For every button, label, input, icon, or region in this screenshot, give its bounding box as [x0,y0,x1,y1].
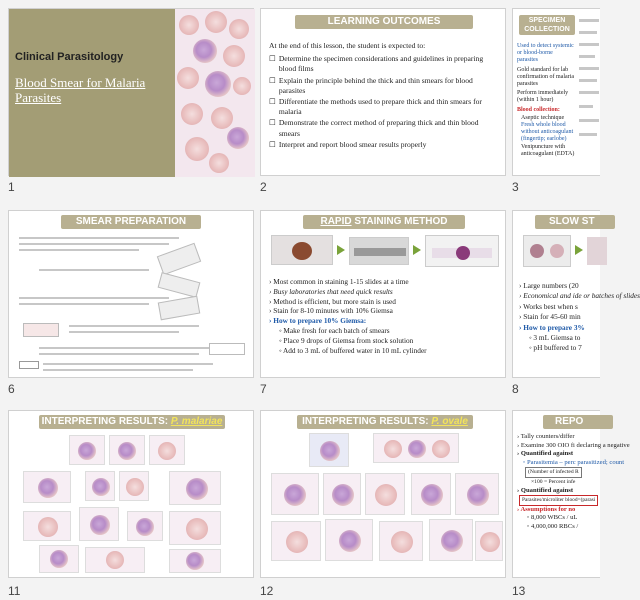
slide-banner: SPECIMEN COLLECTION [519,15,575,35]
slide-thumbnail-6[interactable] [8,210,254,378]
slide-banner: SMEAR PREPARATION [61,215,201,229]
slide-body: › Tally counters/differ › Examine 300 OIO fi declaring a negative › Quantified against ◦ Parasitemia – perc parasitized; count (Number of infected R ×100 = Percent infe › Quantified against Parasites/microliter blood=(parasi › Assumptions for no ◦ 8,000 WBCs / uL ◦ 4,000,000 RBCs / [517,433,630,530]
micrograph [373,433,459,463]
staining-photo-2 [349,237,409,265]
staining-photo-3 [425,235,499,267]
slide-number-1: 1 [8,180,15,194]
micrograph [109,435,145,465]
micrograph [169,511,221,545]
slow-stain-photo-2 [587,237,607,265]
micrograph [79,507,119,541]
course-title: Clinical Parasitology [15,51,124,63]
slide-banner: LEARNING OUTCOMES [295,15,473,29]
topic-title: Blood Smear for Malaria Parasites [15,75,146,105]
micrograph [325,519,373,561]
micrograph [429,519,473,561]
arrow-icon [575,245,583,255]
intro-text: At the end of this lesson, the student is expected to: [269,41,426,50]
slide-thumbnail-12[interactable] [260,410,506,578]
micrograph [85,471,115,501]
micrograph [455,473,499,515]
slide-body: › Large numbers (20 › Economical and ide or batches of slides › Works best when s › Stain for 45-60 min › How to prepare 3% ◦ 3 mL Giemsa to ◦ pH buffered to 7 [519,281,640,353]
micrograph [365,473,405,515]
staining-photo-1 [271,235,333,265]
slide-banner: SLOW ST [535,215,615,229]
micrograph [23,511,71,541]
list-item: ☐ Demonstrate the correct method of preparing thick and thin blood smears [269,118,479,138]
slide-thumbnail-8[interactable] [512,210,640,378]
micrograph [271,473,319,515]
slide-number-7: 7 [260,382,267,396]
side-table [577,15,603,165]
list-item: ☐ Differentiate the methods used to prepare thick and thin smears for malaria [269,97,482,117]
slide-number-13: 13 [512,584,526,598]
slide-number-2: 2 [260,180,267,194]
micrograph [119,471,149,501]
list-item: ☐ Interpret and report blood smear results properly [269,139,427,149]
smear-steps-diagram [9,233,255,379]
slow-stain-photo [523,235,571,267]
micrograph [39,545,79,573]
micrograph [169,549,221,573]
slide-thumbnail-7[interactable] [260,210,506,378]
slide-body [269,41,501,150]
micrograph [271,521,321,561]
slide-thumbnail-2[interactable] [260,8,506,176]
list-item: ☐ Determine the specimen considerations and guidelines in preparing blood films [269,54,484,74]
list-item: ☐ Explain the principle behind the thick and thin smears for blood parasites [269,75,473,95]
arrow-icon [337,245,345,255]
cells-image [175,9,255,177]
slide-number-12: 12 [260,584,274,598]
slide-body: › Most common in staining 1-15 slides at a time › Busy laboratories that need quick results › Method is efficient, but more stain is used › Stain for 8-10 minutes with 10% Giemsa › How to prepare 10% Giemsa: ◦ Make fresh for each batch of smears ◦ Place 9 drops of Giemsa from stock solution ◦ Add to 3 mL of buffered water in 10 mL cylinder [269,277,427,355]
slide-banner: INTERPRETING RESULTS: P. ovale [297,415,473,429]
slide-thumbnail-3[interactable] [512,8,600,176]
micrograph [323,473,361,515]
slide-thumbnail-1[interactable] [8,8,254,176]
slide-thumbnail-11[interactable] [8,410,254,578]
micrograph [149,435,185,465]
slide-body: Used to detect systemic or blood-borne parasites Gold standard for lab confirmation of malaria parasites Perform immediately (within 1 hour) Blood collection: Aseptic technique Fresh whole blood without anticoagulant (fingertip; earlobe) Venipuncture with anticoagulant (EDTA) [517,43,575,157]
micrograph [85,547,145,573]
micrograph [475,521,503,561]
micrograph [127,511,163,541]
slide-banner: INTERPRETING RESULTS: P. malariae [39,415,225,429]
micrograph [69,435,105,465]
micrograph [411,473,451,515]
slide-thumbnail-13[interactable] [512,410,630,578]
micrograph [23,471,71,503]
slide-number-11: 11 [8,584,21,598]
arrow-icon [413,245,421,255]
micrograph [309,433,349,467]
slide-number-6: 6 [8,382,15,396]
slide-number-8: 8 [512,382,519,396]
micrograph [379,521,423,561]
micrograph [169,471,221,505]
slide-number-3: 3 [512,180,519,194]
slide-banner: RAPID STAINING METHOD [303,215,465,229]
slide-banner: REPO [543,415,613,429]
